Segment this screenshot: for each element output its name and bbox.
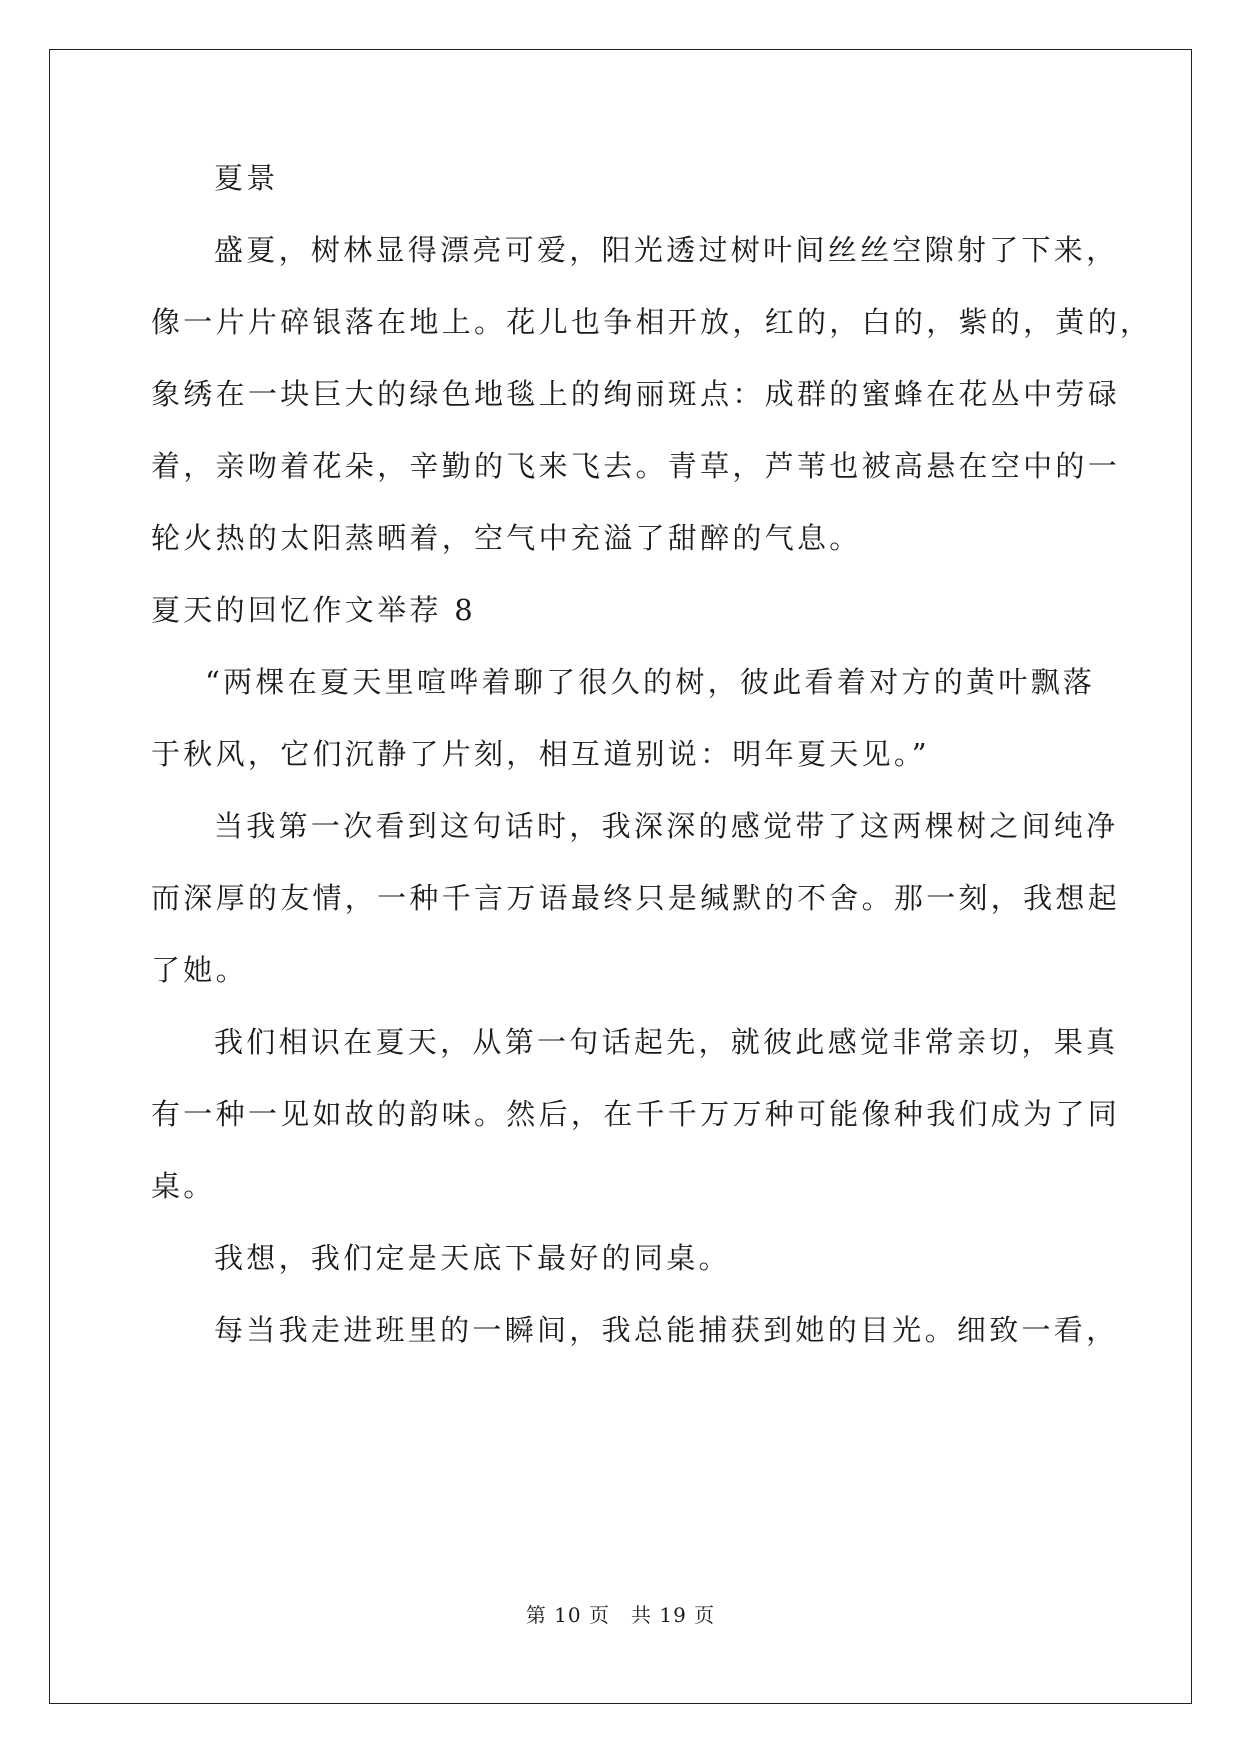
page-number-footer: 第 10 页 共 19 页 — [525, 1603, 716, 1627]
page-border — [49, 49, 1192, 1704]
paragraph-line: 我想，我们定是天底下最好的同桌。 — [214, 1241, 731, 1275]
paragraph-line: 有一种一见如故的韵味。然后，在千千万万种可能像种我们成为了同 — [151, 1097, 1121, 1131]
paragraph-line: 像一片片碎银落在地上。花儿也争相开放，红的，白的，紫的，黄的， — [151, 305, 1153, 339]
paragraph-line: 象绣在一块巨大的绿色地毯上的绚丽斑点：成群的蜜蜂在花丛中劳碌 — [151, 377, 1121, 411]
quote-line: “两棵在夏天里喧哗着聊了很久的树，彼此看着对方的黄叶飘落 — [205, 665, 1096, 699]
section-heading: 夏景 — [214, 161, 279, 195]
paragraph-line: 桌。 — [151, 1169, 216, 1203]
paragraph-line: 而深厚的友情，一种千言万语最终只是缄默的不舍。那一刻，我想起 — [151, 881, 1121, 915]
paragraph-line: 着，亲吻着花朵，辛勤的飞来飞去。青草，芦苇也被高悬在空中的一 — [151, 449, 1121, 483]
paragraph-line: 当我第一次看到这句话时，我深深的感觉带了这两棵树之间纯净 — [214, 809, 1119, 843]
article-title: 夏天的回忆作文举荐 8 — [151, 593, 476, 627]
paragraph-line: 轮火热的太阳蒸晒着，空气中充溢了甜醉的气息。 — [151, 521, 862, 555]
paragraph-line: 我们相识在夏天，从第一句话起先，就彼此感觉非常亲切，果真 — [214, 1025, 1119, 1059]
paragraph-line: 每当我走进班里的一瞬间，我总能捕获到她的目光。细致一看， — [214, 1313, 1119, 1347]
paragraph-line: 盛夏，树林显得漂亮可爱，阳光透过树叶间丝丝空隙射了下来， — [214, 233, 1119, 267]
quote-line: 于秋风，它们沉静了片刻，相互道别说：明年夏天见。” — [151, 737, 930, 771]
paragraph-line: 了她。 — [151, 953, 248, 987]
